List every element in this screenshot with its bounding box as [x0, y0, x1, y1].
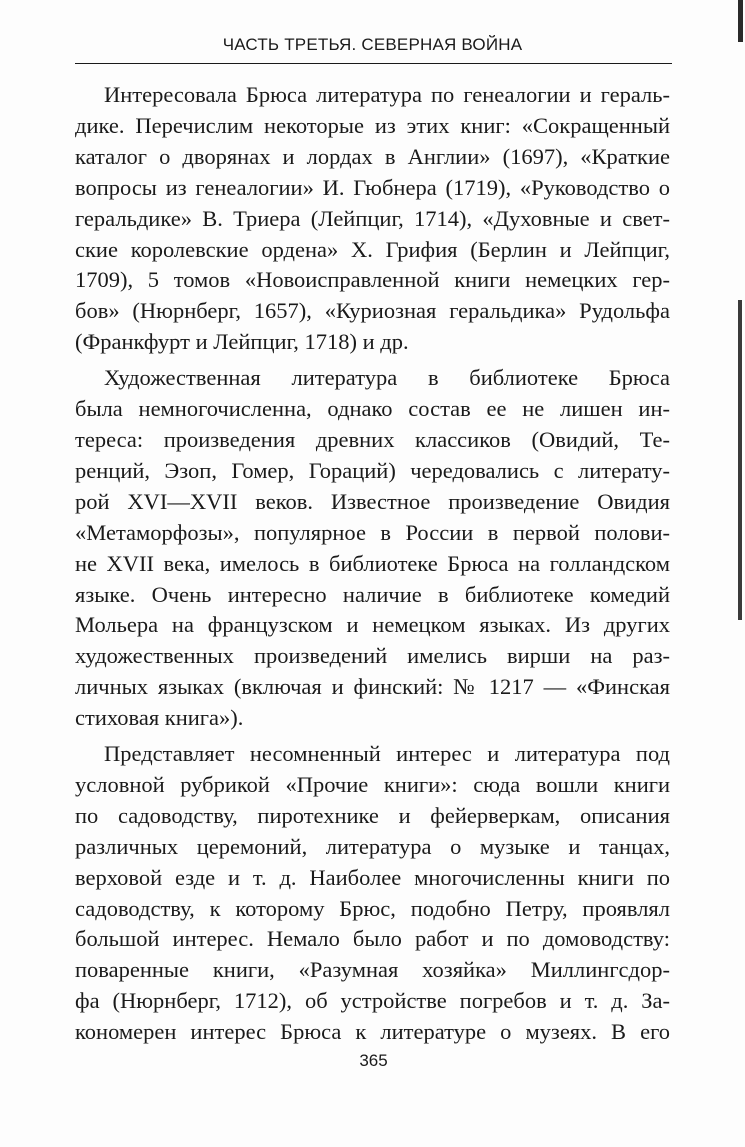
- paragraph-2: [75, 363, 670, 734]
- text-line: каталог о дворянах и лордах в Англии» (1697), «Краткие: [75, 143, 670, 169]
- text-line: геральдике» В. Триера (Лейпциг, 1714), «Духовные и свет-: [75, 205, 670, 231]
- scan-edge-mark: [738, 0, 743, 42]
- text-line: верховой езде и т. д. Наиболее многочисленны книги по: [75, 864, 670, 890]
- text-line: по садоводству, пиротехнике и фейерверкам, описания: [75, 802, 670, 828]
- text-line: кономерен интерес Брюса к литературе о музеях. В его: [75, 1019, 670, 1045]
- text-line: различных церемоний, литература о музыке и танцах,: [75, 833, 670, 859]
- text-line: фа (Нюрнберг, 1712), об устройстве погребов и т. д. За-: [75, 988, 670, 1014]
- text-line: Мольера на французском и немецком языках. Из других: [75, 612, 670, 638]
- header-rule: [75, 63, 672, 64]
- text-line: бов» (Нюрнберг, 1657), «Куриозная геральдика» Рудольфа: [75, 298, 670, 324]
- text-line: поваренные книги, «Разумная хозяйка» Миллингсдор-: [75, 957, 670, 983]
- text-line: условной рубрикой «Прочие книги»: сюда вошли книги: [75, 771, 670, 797]
- scan-edge-shadow: [738, 300, 742, 620]
- text-line: художественных произведений имелись вирши на раз-: [75, 643, 670, 669]
- text-line: Художественная литература в библиотеке Брюса: [104, 365, 670, 391]
- text-line: не XVII века, имелось в библиотеке Брюса на голландском: [75, 550, 670, 576]
- text-line: Интересовала Брюса литература по генеалогии и гераль-: [104, 82, 670, 107]
- text-line: ские королевские ордена» Х. Грифия (Берлин и Лейпциг,: [75, 236, 670, 262]
- text-line: дике. Перечислим некоторые из этих книг: «Сокращенный: [75, 112, 670, 138]
- text-line: языке. Очень интересно наличие в библиотеке комедий: [75, 581, 670, 607]
- text-line: «Метаморфозы», популярное в России в первой полови-: [75, 519, 670, 545]
- text-line: была немногочисленна, однако состав ее не лишен ин-: [75, 396, 670, 422]
- text-line: большой интерес. Немало было работ и по домоводству:: [75, 926, 670, 952]
- body-text: [75, 80, 670, 1048]
- text-line: рой XVI—XVII веков. Известное произведение Овидия: [75, 488, 670, 514]
- page-number: 365: [359, 1051, 388, 1070]
- text-line: вопросы из генеалогии» И. Гюбнера (1719), «Руководство о: [75, 174, 670, 200]
- text-line: (Франкфурт и Лейпциг, 1718) и др.: [75, 329, 409, 355]
- running-header: ЧАСТЬ ТРЕТЬЯ. СЕВЕРНАЯ ВОЙНА: [222, 35, 523, 54]
- text-line: 1709), 5 томов «Новоисправленной книги немецких гер-: [75, 267, 670, 293]
- text-line: стиховая книга»).: [75, 705, 244, 731]
- text-line: личных языках (включая и финский: № 1217 — «Финская: [75, 674, 670, 700]
- text-line: тереса: произведения древних классиков (Овидий, Те-: [75, 426, 670, 452]
- paragraph-1: [75, 80, 670, 358]
- text-line: садоводству, к которому Брюс, подобно Петру, проявлял: [75, 895, 670, 921]
- text-line: Представляет несомненный интерес и литература под: [104, 741, 670, 767]
- paragraph-3: [75, 739, 670, 1048]
- text-line: ренций, Эзоп, Гомер, Гораций) чередовались с литерату-: [75, 457, 670, 483]
